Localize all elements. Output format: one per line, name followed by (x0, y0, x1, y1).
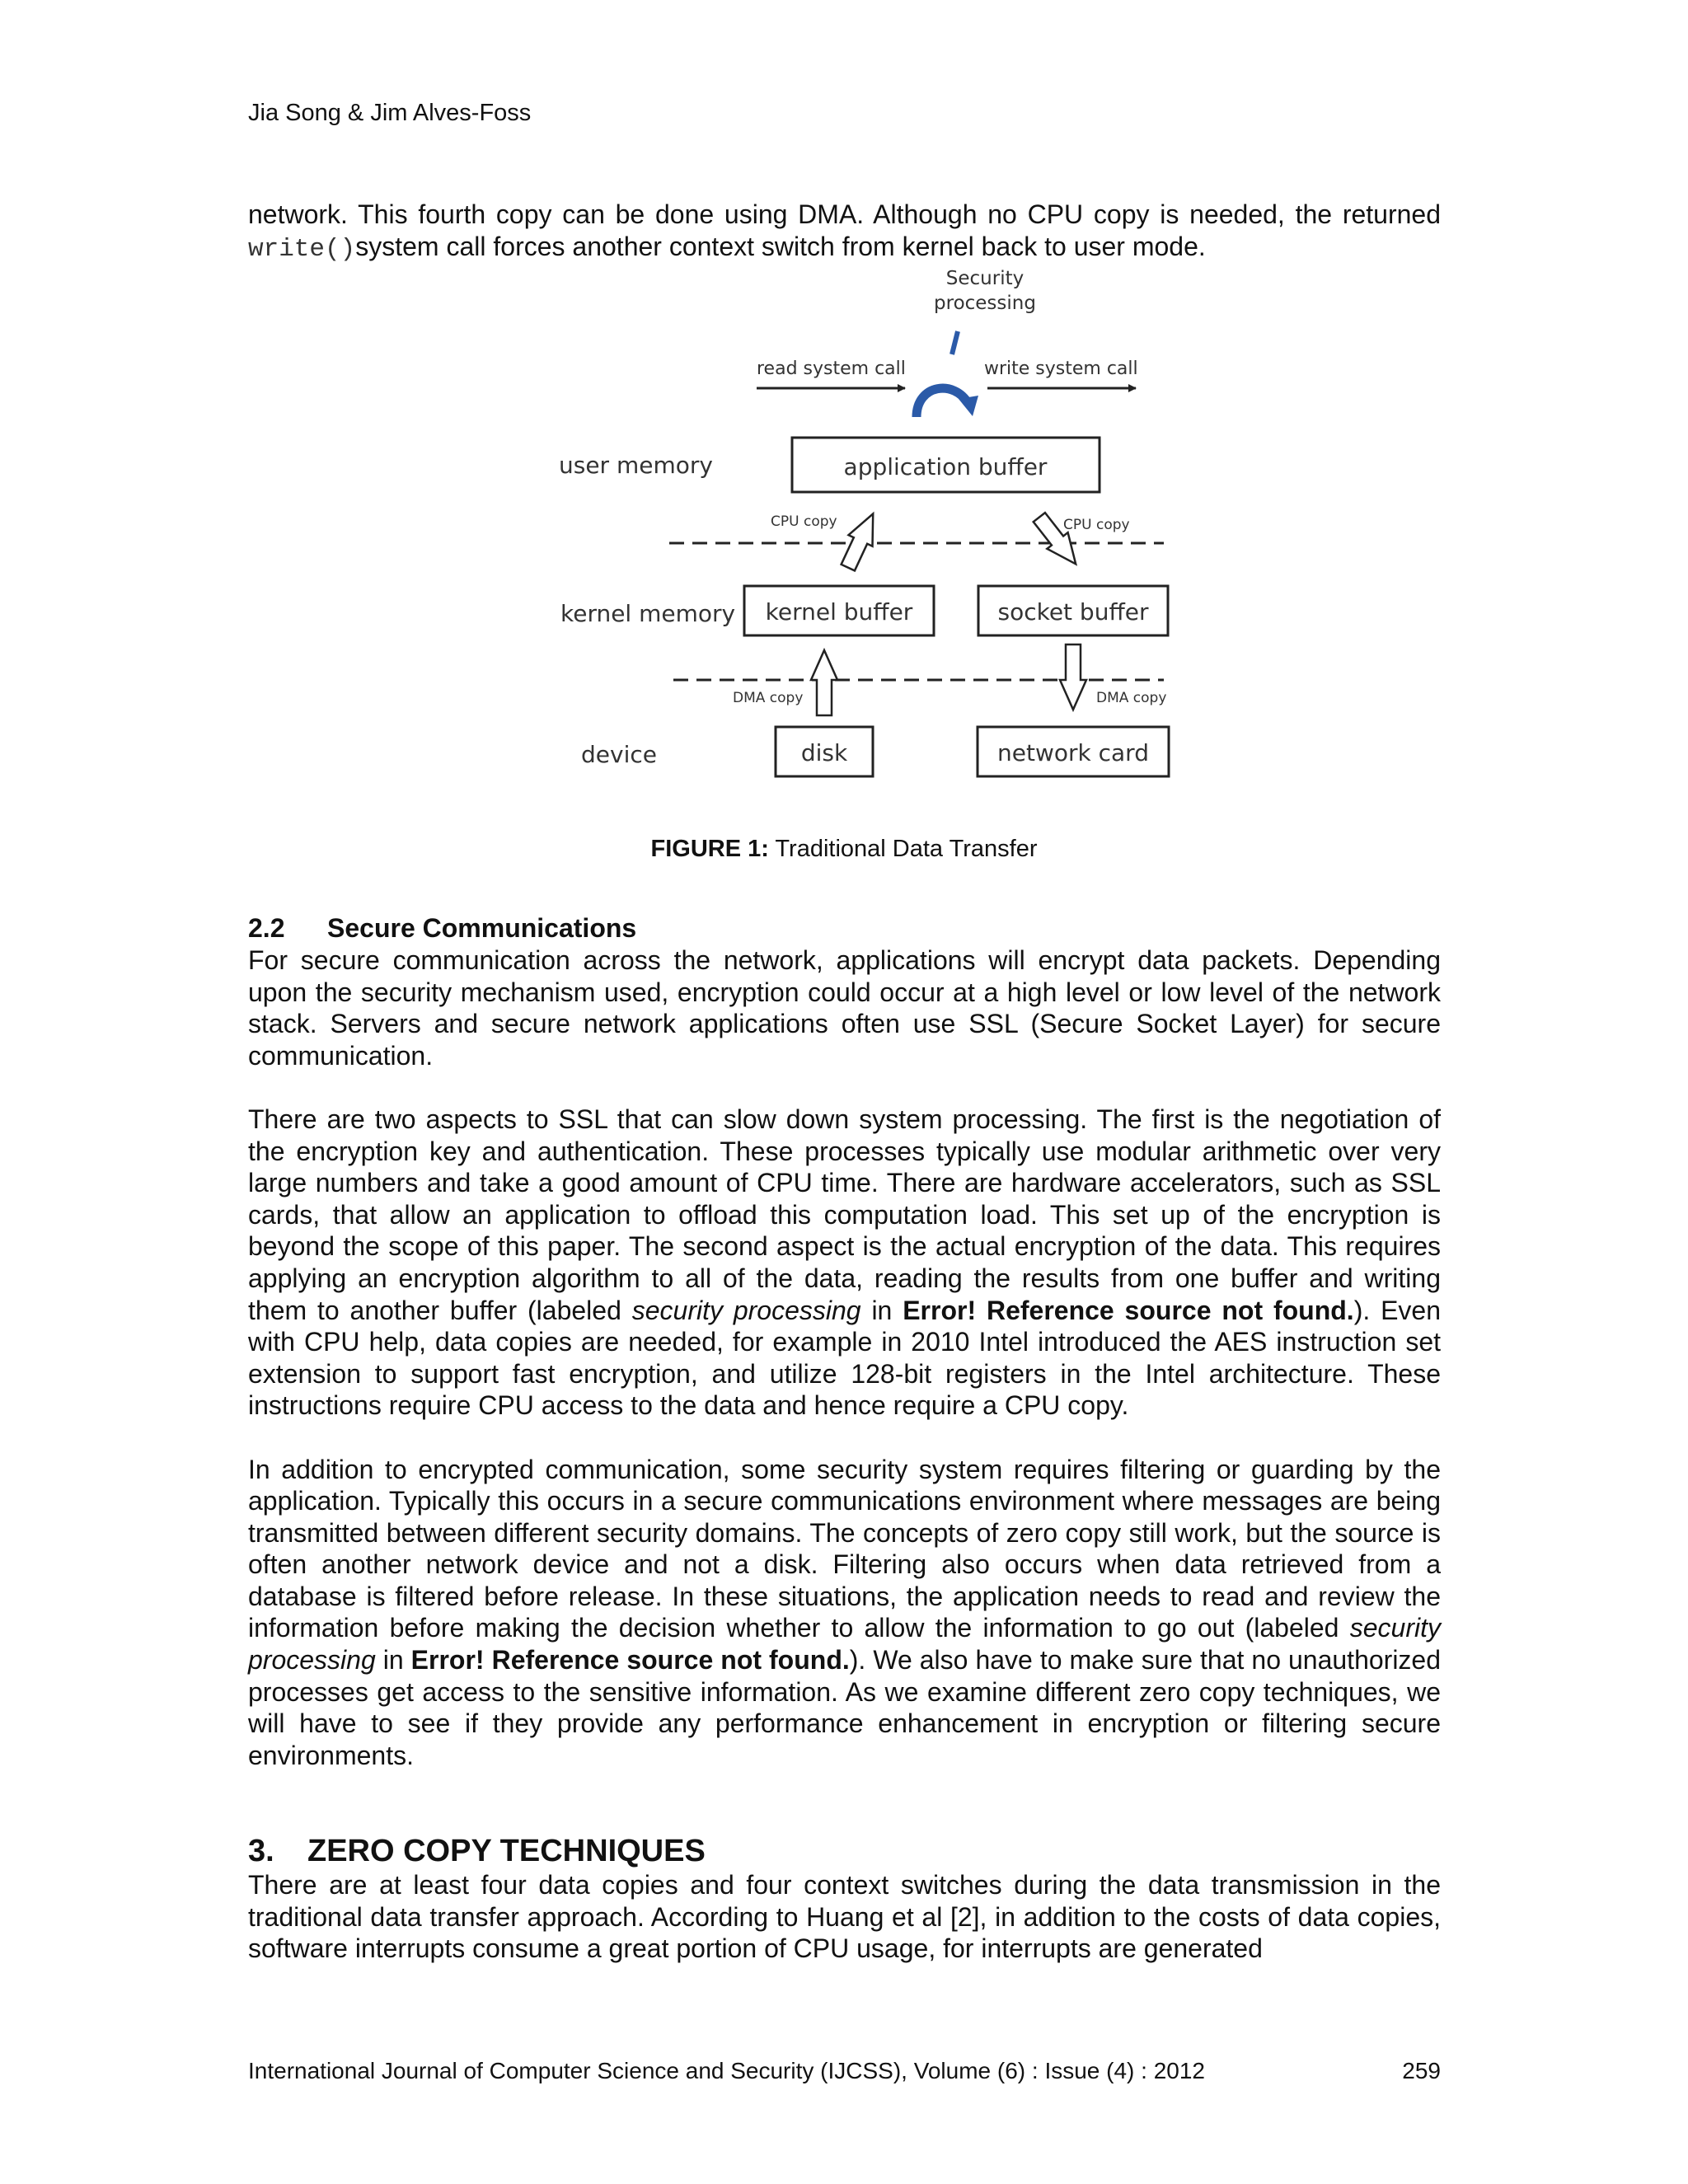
footer-journal: International Journal of Computer Science and Security (IJCSS), Volume (6) : Issue (4) : 2012 (248, 2058, 1206, 2083)
paragraph: There are at least four data copies and four context switches during the data transmission in the traditional data transfer approach. According to Huang et al [2], in addition to the costs of data copies, software interrupts consume a great portion of CPU usage, for interrupts are generated (248, 1870, 1441, 1964)
section-title: Secure Communications (327, 913, 637, 943)
section-3 (248, 1833, 1441, 1965)
dma-copy-down-arrow (1060, 644, 1086, 710)
figure-caption-text: Traditional Data Transfer (768, 836, 1038, 862)
kernel-buffer-label: kernel buffer (765, 598, 913, 626)
security-processing-tick (952, 331, 958, 354)
figure-traditional-data-transfer (544, 264, 1195, 791)
reference-error: Error! Reference source not found. (903, 1295, 1354, 1325)
section-number: 2.2 (248, 913, 285, 943)
security-processing-arrow-head (959, 396, 978, 416)
figure-caption (0, 834, 1688, 864)
device-label: device (581, 741, 657, 768)
section-3-heading (248, 1833, 1441, 1869)
section-2-2 (248, 912, 1441, 1771)
intro-text-end: system call forces another context switch from kernel back to user mode. (355, 231, 1206, 261)
disk-label: disk (800, 739, 848, 766)
intro-paragraph (248, 199, 1441, 265)
security-processing-label-2: processing (934, 293, 1036, 314)
reference-error: Error! Reference source not found. (410, 1645, 850, 1675)
italic-term: security processing (248, 1613, 1441, 1675)
page-number: 259 (1402, 2058, 1441, 2083)
paragraph: There are two aspects to SSL that can slow down system processing. The first is the negotiation of the encryption key and authentication. These processes typically use modular arithmetic over very large numbers and take a good amount of CPU time. There are hardware accelerators, such as SSL cards, that allow an application to offload this computation load. This set up of the encryption is beyond the scope of this paper. The second aspect is the actual encryption of the data. This requires applying an encryption algorithm to all of the data, reading the results from one buffer and writing them to another buffer (labeled security processing in Error! Reference source not found.). Even with CPU help, data copies are needed, for example in 2010 Intel introduced the AES instruction set extension to support fast encryption, and utilize 128-bit registers in the Intel architecture. These instructions require CPU access to the data and hence require a CPU copy. (248, 1104, 1442, 1421)
cpu-copy-left-label: CPU copy (771, 513, 837, 530)
kernel-memory-label: kernel memory (560, 600, 736, 627)
section-2-2-heading (248, 912, 1441, 944)
paragraph: For secure communication across the network, applications will encrypt data packets. Depending upon the security mechanism used, encryption could occur at a high level or low level of the network stack. Servers and secure network applications often use SSL (Secure Socket Layer) for secure communication. (248, 945, 1441, 1071)
dma-copy-left-label: DMA copy (733, 690, 804, 706)
dma-copy-right-label: DMA copy (1096, 690, 1167, 706)
section-number: 3. (248, 1834, 274, 1868)
dma-copy-up-arrow (811, 650, 837, 715)
network-card-label: network card (997, 739, 1149, 766)
section-title: ZERO COPY TECHNIQUES (307, 1834, 706, 1868)
read-system-call-label: read system call (757, 359, 906, 379)
security-processing-arrow (917, 388, 968, 417)
user-memory-label: user memory (559, 452, 713, 479)
italic-term: security processing (631, 1295, 861, 1325)
write-call-code: write() (248, 234, 356, 264)
cpu-copy-right-label: CPU copy (1063, 517, 1130, 533)
running-head-authors: Jia Song & Jim Alves-Foss (248, 100, 532, 126)
write-system-call-label: write system call (984, 359, 1138, 379)
security-processing-label-1: Security (945, 268, 1025, 289)
socket-buffer-label: socket buffer (997, 598, 1149, 626)
intro-text: network. This fourth copy can be done using DMA. Although no CPU copy is needed, the returned (248, 199, 1441, 229)
figure-caption-label: FIGURE 1: (650, 836, 769, 862)
paragraph: In addition to encrypted communication, some security system requires filtering or guarding by the application. Typically this occurs in a secure communications environment where messages are being transmitted between different security domains. The concepts of zero copy still work, but the source is often another network device and not a disk. Filtering also occurs when data retrieved from a database is filtered before release. In these situations, the application needs to read and review the information before making the decision whether to allow the information to go out (labeled security processing in Error! Reference source not found.). We also have to make sure that no unauthorized processes get access to the sensitive information. As we examine different zero copy techniques, we will have to see if they provide any performance enhancement in encryption or filtering secure environments. (248, 1454, 1442, 1770)
application-buffer-label: application buffer (843, 453, 1048, 480)
cpu-copy-up-arrow (836, 509, 884, 574)
